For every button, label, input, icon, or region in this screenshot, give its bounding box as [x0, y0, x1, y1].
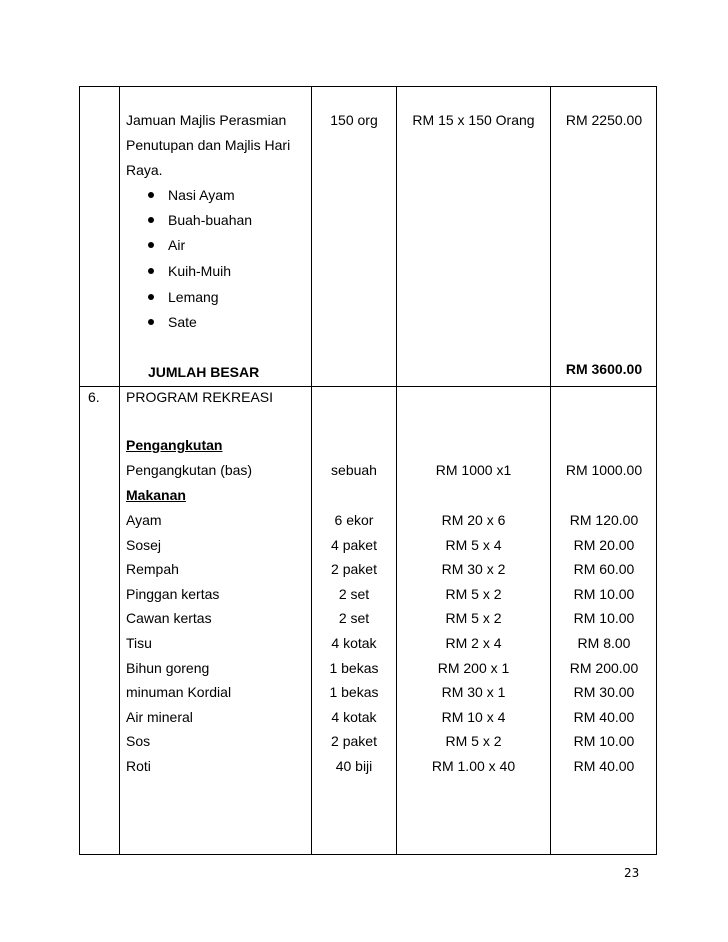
rate-cell: RM 30 x 1 — [441, 684, 506, 701]
amount-cell: RM 200.00 — [569, 659, 639, 676]
quantity-cell: sebuah — [331, 462, 377, 478]
rate-cell: RM 1000 x1 — [435, 462, 512, 478]
bullet-icon — [148, 217, 154, 223]
bullet-icon — [148, 268, 154, 274]
rate-cell: RM 5 x 2 — [445, 733, 502, 750]
subheading: Pengangkutan — [126, 437, 223, 453]
row-divider — [79, 386, 657, 387]
amount-cell: RM 40.00 — [573, 758, 635, 774]
section-number: 6. — [88, 389, 100, 405]
section-title: PROGRAM REKREASI — [126, 389, 274, 405]
item-description: Pengangkutan (bas) — [126, 462, 253, 478]
quantity-cell: 2 set — [338, 585, 370, 602]
amount-cell: RM 40.00 — [573, 708, 635, 725]
amount-cell: RM 30.00 — [573, 684, 635, 701]
quantity-cell: 4 paket — [331, 536, 377, 553]
rate-cell: RM 5 x 4 — [445, 536, 502, 553]
quantity-cell: 150 org — [330, 112, 378, 128]
item-description: Raya. — [126, 162, 163, 178]
quantity-cell: 2 set — [338, 610, 370, 627]
bullet-icon — [148, 242, 154, 248]
bullet-icon — [148, 192, 154, 198]
amount-cell: RM 1000.00 — [565, 462, 643, 478]
item-description: Pinggan kertas — [126, 585, 220, 602]
bullet-icon — [148, 294, 154, 300]
item-description: Rempah — [126, 561, 179, 578]
quantity-cell: 1 bekas — [329, 659, 379, 676]
item-description: Tisu — [126, 635, 152, 651]
page-number: 23 — [624, 866, 640, 880]
item-description: Bihun goreng — [126, 659, 210, 676]
amount-cell: RM 10.00 — [573, 610, 635, 627]
rate-cell: RM 5 x 2 — [445, 610, 502, 627]
item-description: Cawan kertas — [126, 610, 212, 627]
item-description: Sosej — [126, 536, 162, 553]
amount-cell: RM 60.00 — [573, 561, 635, 578]
quantity-cell: 1 bekas — [329, 684, 379, 701]
amount-cell: RM 10.00 — [573, 733, 635, 750]
column-divider — [119, 86, 120, 855]
quantity-cell: 2 paket — [331, 561, 377, 578]
amount-cell: RM 8.00 — [577, 635, 631, 651]
item-description: Air mineral — [126, 708, 193, 725]
rate-cell: RM 20 x 6 — [441, 512, 506, 528]
grand-total-amount: RM 3600.00 — [565, 361, 643, 377]
item-description: Sos — [126, 733, 151, 750]
rate-cell: RM 200 x 1 — [437, 659, 510, 676]
quantity-cell: 6 ekor — [334, 512, 374, 528]
grand-total-label: JUMLAH BESAR — [148, 364, 260, 380]
amount-cell: RM 120.00 — [569, 512, 639, 528]
rate-cell: RM 30 x 2 — [441, 561, 506, 578]
item-description: minuman Kordial — [126, 684, 232, 701]
amount-cell: RM 10.00 — [573, 585, 635, 602]
item-description: Ayam — [126, 512, 162, 528]
rate-cell: RM 2 x 4 — [445, 635, 502, 651]
rate-cell: RM 15 x 150 Orang — [412, 112, 535, 128]
quantity-cell: 2 paket — [331, 733, 377, 750]
quantity-cell: 40 biji — [335, 758, 373, 774]
bullet-icon — [148, 319, 154, 325]
subheading: Makanan — [126, 487, 186, 503]
quantity-cell: 4 kotak — [331, 635, 377, 651]
rate-cell: RM 1.00 x 40 — [431, 758, 516, 774]
item-description: Penutupan dan Majlis Hari — [126, 137, 291, 153]
item-description: Roti — [126, 758, 151, 774]
amount-cell: RM 20.00 — [573, 536, 635, 553]
rate-cell: RM 10 x 4 — [441, 708, 506, 725]
amount-cell: RM 2250.00 — [565, 112, 643, 128]
item-description: Jamuan Majlis Perasmian — [126, 112, 287, 128]
rate-cell: RM 5 x 2 — [445, 585, 502, 602]
quantity-cell: 4 kotak — [331, 708, 377, 725]
